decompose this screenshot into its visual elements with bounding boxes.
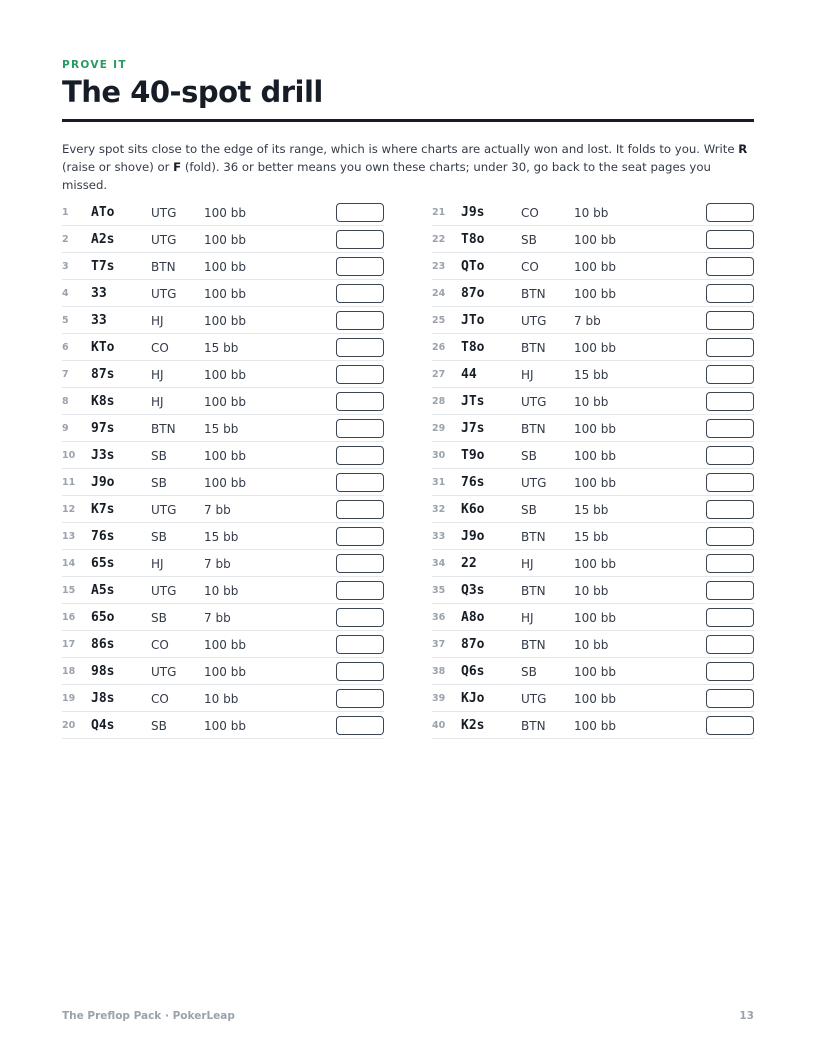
spot-stack: 7 bb (204, 503, 231, 517)
spot-hand: 97s (91, 421, 115, 436)
spot-number: 34 (432, 558, 446, 569)
spot-position: BTN (521, 638, 546, 652)
spot-position: SB (521, 503, 537, 517)
spot-hand: Q3s (461, 583, 485, 598)
spot-row (432, 658, 754, 685)
spot-row (62, 469, 384, 496)
answer-box[interactable] (706, 473, 754, 492)
spot-number: 38 (432, 666, 446, 677)
spot-stack: 100 bb (574, 260, 616, 274)
spot-stack: 100 bb (574, 233, 616, 247)
spot-stack: 7 bb (204, 557, 231, 571)
answer-box[interactable] (336, 554, 384, 573)
spot-row (62, 280, 384, 307)
spot-position: UTG (521, 314, 547, 328)
answer-box[interactable] (706, 365, 754, 384)
spot-row (432, 334, 754, 361)
spot-hand: 76s (461, 475, 485, 490)
spot-stack: 100 bb (204, 665, 246, 679)
spot-position: BTN (521, 530, 546, 544)
spot-row (62, 631, 384, 658)
spot-hand: Q6s (461, 664, 485, 679)
answer-box[interactable] (336, 473, 384, 492)
spot-stack: 100 bb (204, 206, 246, 220)
spot-row (432, 469, 754, 496)
spot-row (62, 388, 384, 415)
spot-position: SB (151, 719, 167, 733)
spot-position: HJ (521, 557, 534, 571)
spot-hand: 65s (91, 556, 115, 571)
spot-row (432, 712, 754, 739)
spot-row (62, 685, 384, 712)
answer-box[interactable] (706, 392, 754, 411)
spot-row (432, 442, 754, 469)
spot-stack: 100 bb (574, 476, 616, 490)
spot-hand: 76s (91, 529, 115, 544)
spot-row (62, 496, 384, 523)
spot-hand: 86s (91, 637, 115, 652)
spot-row (432, 361, 754, 388)
answer-box[interactable] (706, 338, 754, 357)
spot-hand: 44 (461, 367, 477, 382)
spot-stack: 7 bb (574, 314, 601, 328)
spot-position: UTG (151, 584, 177, 598)
spot-number: 28 (432, 396, 446, 407)
spot-number: 11 (62, 477, 76, 488)
answer-box[interactable] (706, 716, 754, 735)
spot-position: UTG (151, 287, 177, 301)
spot-stack: 100 bb (574, 449, 616, 463)
spot-hand: A2s (91, 232, 115, 247)
intro-paragraph (62, 140, 754, 194)
spot-number: 10 (62, 450, 76, 461)
answer-box[interactable] (336, 500, 384, 519)
intro-text-3: (fold). 36 or better means you own these charts; under 30, go back to the seat pages you missed. (62, 160, 711, 192)
spot-position: UTG (521, 692, 547, 706)
raise-letter: R (738, 142, 748, 156)
spot-stack: 15 bb (204, 530, 239, 544)
spot-stack: 100 bb (204, 314, 246, 328)
spot-stack: 100 bb (574, 422, 616, 436)
spot-stack: 15 bb (574, 503, 609, 517)
page-title: The 40-spot drill (62, 75, 323, 109)
spot-hand: K6o (461, 502, 485, 517)
spot-position: SB (151, 611, 167, 625)
spot-number: 13 (62, 531, 76, 542)
spot-stack: 10 bb (204, 584, 239, 598)
spot-stack: 100 bb (204, 260, 246, 274)
answer-box[interactable] (706, 554, 754, 573)
footer-source: The Preflop Pack · PokerLeap (62, 1010, 235, 1022)
spot-number: 37 (432, 639, 446, 650)
answer-box[interactable] (336, 608, 384, 627)
spot-stack: 100 bb (204, 449, 246, 463)
spot-position: BTN (521, 287, 546, 301)
spot-number: 9 (62, 423, 69, 434)
spot-position: SB (151, 449, 167, 463)
spot-stack: 100 bb (574, 287, 616, 301)
spot-stack: 100 bb (574, 719, 616, 733)
answer-box[interactable] (336, 662, 384, 681)
answer-box[interactable] (336, 338, 384, 357)
spot-stack: 15 bb (204, 422, 239, 436)
spot-number: 26 (432, 342, 446, 353)
spot-hand: ATo (91, 205, 115, 220)
spot-stack: 15 bb (574, 368, 609, 382)
spot-row (432, 685, 754, 712)
spot-number: 4 (62, 288, 69, 299)
spot-row (432, 496, 754, 523)
spot-row (432, 280, 754, 307)
spot-position: UTG (151, 233, 177, 247)
spot-row (62, 361, 384, 388)
spot-position: HJ (151, 395, 164, 409)
answer-box[interactable] (706, 311, 754, 330)
spot-position: BTN (521, 719, 546, 733)
answer-box[interactable] (336, 446, 384, 465)
spots-column-left (62, 199, 384, 739)
answer-box[interactable] (336, 419, 384, 438)
spot-number: 32 (432, 504, 446, 515)
spot-stack: 10 bb (574, 206, 609, 220)
title-rule (62, 119, 754, 122)
spot-number: 19 (62, 693, 76, 704)
spot-hand: T7s (91, 259, 115, 274)
answer-box[interactable] (706, 230, 754, 249)
spot-row (62, 226, 384, 253)
spot-position: UTG (151, 665, 177, 679)
answer-box[interactable] (336, 365, 384, 384)
spot-hand: 87s (91, 367, 115, 382)
spot-hand: JTs (461, 394, 485, 409)
spot-hand: 87o (461, 637, 485, 652)
spot-number: 17 (62, 639, 76, 650)
spot-hand: JTo (461, 313, 485, 328)
spot-hand: 22 (461, 556, 477, 571)
intro-text-2: (raise or shove) or (62, 160, 174, 174)
spot-hand: K2s (461, 718, 485, 733)
spot-position: BTN (521, 341, 546, 355)
spot-stack: 15 bb (574, 530, 609, 544)
spot-number: 7 (62, 369, 69, 380)
spot-number: 30 (432, 450, 446, 461)
spot-stack: 100 bb (204, 395, 246, 409)
fold-letter: F (173, 160, 182, 174)
spot-row (432, 226, 754, 253)
spot-position: UTG (151, 503, 177, 517)
spot-hand: KJo (461, 691, 485, 706)
spot-row (62, 307, 384, 334)
answer-box[interactable] (336, 581, 384, 600)
spot-row (62, 334, 384, 361)
spot-position: UTG (521, 395, 547, 409)
spot-position: SB (151, 530, 167, 544)
answer-box[interactable] (706, 635, 754, 654)
answer-box[interactable] (336, 257, 384, 276)
spot-stack: 100 bb (574, 692, 616, 706)
answer-box[interactable] (336, 311, 384, 330)
spot-row (62, 523, 384, 550)
spot-number: 12 (62, 504, 76, 515)
spot-number: 15 (62, 585, 76, 596)
spot-hand: T8o (461, 232, 485, 247)
spot-position: SB (151, 476, 167, 490)
spot-hand: QTo (461, 259, 485, 274)
answer-box[interactable] (706, 284, 754, 303)
answer-box[interactable] (706, 608, 754, 627)
spot-number: 5 (62, 315, 69, 326)
spots-column-right (432, 199, 754, 739)
spot-hand: J9s (461, 205, 485, 220)
spot-hand: K7s (91, 502, 115, 517)
spot-number: 25 (432, 315, 446, 326)
answer-box[interactable] (706, 500, 754, 519)
spot-row (62, 550, 384, 577)
spot-row (432, 523, 754, 550)
spot-number: 18 (62, 666, 76, 677)
spot-number: 2 (62, 234, 69, 245)
spot-number: 1 (62, 207, 69, 218)
answer-box[interactable] (706, 527, 754, 546)
answer-box[interactable] (706, 203, 754, 222)
spot-hand: 98s (91, 664, 115, 679)
spot-number: 3 (62, 261, 69, 272)
spot-hand: 65o (91, 610, 115, 625)
spot-stack: 100 bb (574, 665, 616, 679)
spot-hand: A5s (91, 583, 115, 598)
spot-stack: 100 bb (574, 557, 616, 571)
spot-number: 14 (62, 558, 76, 569)
answer-box[interactable] (336, 689, 384, 708)
spot-number: 27 (432, 369, 446, 380)
spot-stack: 100 bb (204, 233, 246, 247)
spot-stack: 10 bb (574, 395, 609, 409)
spot-row (432, 550, 754, 577)
spot-number: 31 (432, 477, 446, 488)
spot-number: 33 (432, 531, 446, 542)
spot-row (432, 631, 754, 658)
answer-box[interactable] (706, 689, 754, 708)
spot-hand: J8s (91, 691, 115, 706)
answer-box[interactable] (706, 581, 754, 600)
spot-row (62, 712, 384, 739)
spot-row (62, 415, 384, 442)
spot-row (432, 253, 754, 280)
spot-number: 35 (432, 585, 446, 596)
spot-row (62, 604, 384, 631)
spot-position: HJ (151, 314, 164, 328)
spot-hand: 33 (91, 286, 107, 301)
spot-row (62, 577, 384, 604)
spot-hand: 33 (91, 313, 107, 328)
spot-row (62, 253, 384, 280)
spot-position: CO (151, 638, 169, 652)
answer-box[interactable] (706, 257, 754, 276)
spot-stack: 10 bb (204, 692, 239, 706)
spot-number: 24 (432, 288, 446, 299)
page-number: 13 (739, 1010, 754, 1022)
spot-hand: A8o (461, 610, 485, 625)
spot-position: HJ (521, 368, 534, 382)
spot-hand: J9o (461, 529, 485, 544)
spot-row (432, 415, 754, 442)
spot-stack: 100 bb (204, 719, 246, 733)
spot-number: 39 (432, 693, 446, 704)
spot-row (62, 199, 384, 226)
spot-position: HJ (151, 557, 164, 571)
answer-box[interactable] (336, 230, 384, 249)
spot-position: CO (521, 206, 539, 220)
spot-position: HJ (151, 368, 164, 382)
spot-number: 6 (62, 342, 69, 353)
spot-stack: 100 bb (204, 638, 246, 652)
spot-hand: J9o (91, 475, 115, 490)
spot-stack: 7 bb (204, 611, 231, 625)
spot-number: 29 (432, 423, 446, 434)
answer-box[interactable] (336, 527, 384, 546)
spot-number: 23 (432, 261, 446, 272)
spot-position: BTN (151, 260, 176, 274)
answer-box[interactable] (336, 284, 384, 303)
spot-stack: 100 bb (204, 287, 246, 301)
spot-stack: 100 bb (204, 368, 246, 382)
spot-stack: 100 bb (204, 476, 246, 490)
answer-box[interactable] (336, 203, 384, 222)
answer-box[interactable] (706, 419, 754, 438)
spot-position: UTG (151, 206, 177, 220)
spot-hand: Q4s (91, 718, 115, 733)
spot-hand: T9o (461, 448, 485, 463)
spot-position: BTN (151, 422, 176, 436)
intro-text-1: Every spot sits close to the edge of its range, which is where charts are actually won and lost. It folds to you. Write (62, 142, 739, 156)
spot-position: SB (521, 449, 537, 463)
spot-hand: KTo (91, 340, 115, 355)
answer-box[interactable] (336, 716, 384, 735)
spot-stack: 100 bb (574, 341, 616, 355)
answer-box[interactable] (336, 635, 384, 654)
spot-stack: 100 bb (574, 611, 616, 625)
spot-stack: 10 bb (574, 584, 609, 598)
spot-row (62, 658, 384, 685)
kicker: PROVE IT (62, 59, 127, 71)
spot-position: CO (151, 341, 169, 355)
spot-hand: 87o (461, 286, 485, 301)
spot-row (432, 577, 754, 604)
spot-row (432, 307, 754, 334)
spot-position: CO (151, 692, 169, 706)
spot-hand: J7s (461, 421, 485, 436)
spot-position: HJ (521, 611, 534, 625)
spot-position: SB (521, 233, 537, 247)
spot-number: 8 (62, 396, 69, 407)
spot-number: 40 (432, 720, 446, 731)
spot-row (432, 388, 754, 415)
spot-row (432, 604, 754, 631)
spot-hand: K8s (91, 394, 115, 409)
spot-number: 16 (62, 612, 76, 623)
spot-position: BTN (521, 422, 546, 436)
spot-hand: T8o (461, 340, 485, 355)
spot-stack: 15 bb (204, 341, 239, 355)
spot-number: 22 (432, 234, 446, 245)
spot-number: 21 (432, 207, 446, 218)
spot-position: BTN (521, 584, 546, 598)
spot-row (62, 442, 384, 469)
answer-box[interactable] (706, 662, 754, 681)
spot-row (432, 199, 754, 226)
spot-stack: 10 bb (574, 638, 609, 652)
answer-box[interactable] (336, 392, 384, 411)
spot-position: SB (521, 665, 537, 679)
spot-position: CO (521, 260, 539, 274)
spot-number: 36 (432, 612, 446, 623)
answer-box[interactable] (706, 446, 754, 465)
spot-position: UTG (521, 476, 547, 490)
spot-number: 20 (62, 720, 76, 731)
spot-hand: J3s (91, 448, 115, 463)
